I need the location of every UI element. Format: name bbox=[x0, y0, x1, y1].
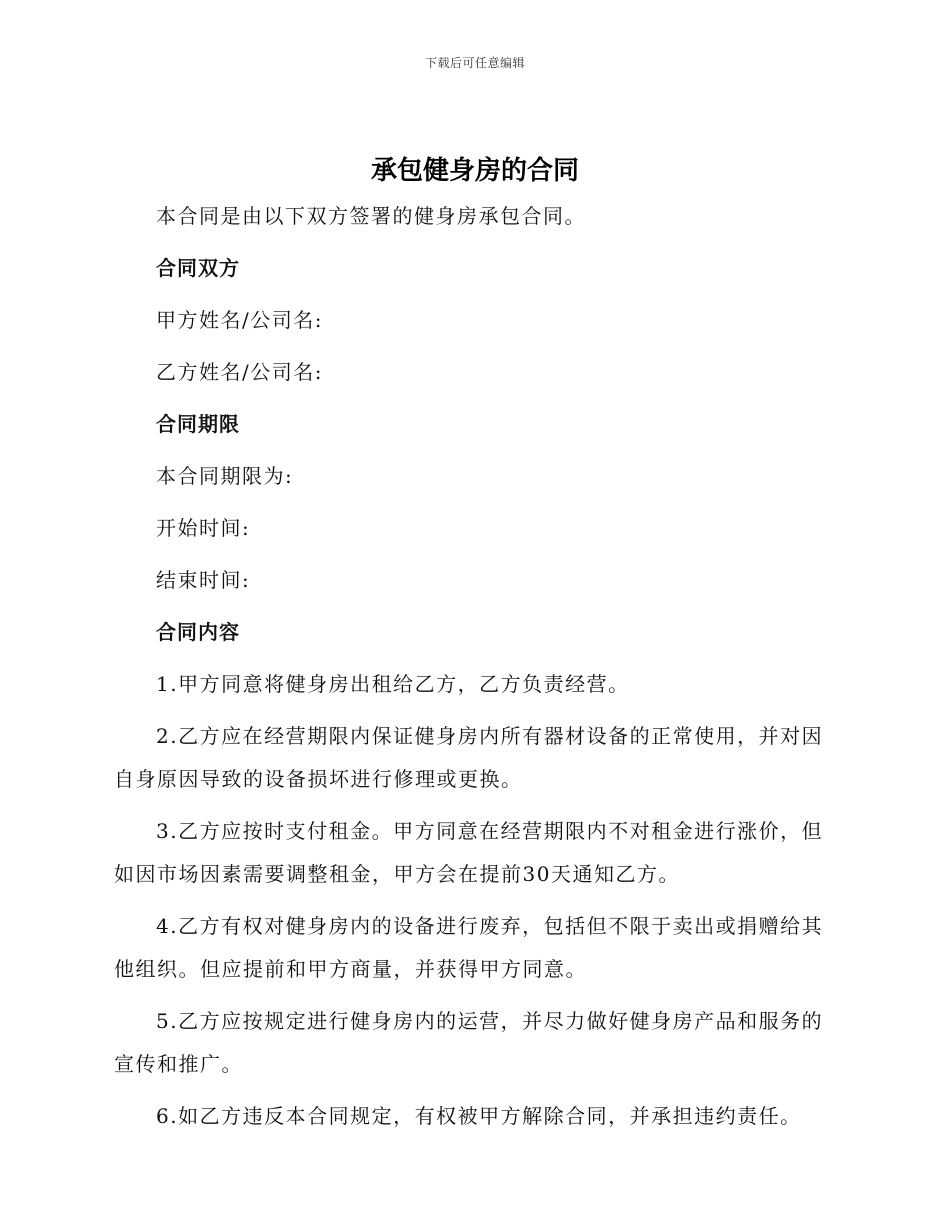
section-heading-term: 合同期限 bbox=[156, 412, 240, 436]
content-item-4: 4.乙方有权对健身房内的设备进行废弃，包括但不限于卖出或捐赠给其他组织。但应提前和甲方商量，并获得甲方同意。 bbox=[114, 914, 824, 981]
content-item-1: 1.甲方同意将健身房出租给乙方，乙方负责经营。 bbox=[156, 672, 630, 696]
header-note: 下载后可任意编辑 bbox=[424, 56, 525, 70]
party-b-line: 乙方姓名/公司名: bbox=[156, 360, 323, 384]
term-end-line: 结束时间: bbox=[156, 568, 251, 592]
document-body bbox=[114, 195, 826, 1147]
document-title: 承包健身房的合同 bbox=[370, 156, 579, 186]
party-a-line: 甲方姓名/公司名: bbox=[156, 308, 323, 332]
content-item-3: 3.乙方应按时支付租金。甲方同意在经营期限内不对租金进行涨价，但如因市场因素需要调整租金，甲方会在提前30天通知乙方。 bbox=[114, 819, 824, 886]
term-start-line: 开始时间: bbox=[156, 516, 251, 540]
section-heading-content: 合同内容 bbox=[156, 620, 240, 644]
section-heading-parties: 合同双方 bbox=[156, 256, 240, 280]
content-item-2: 2.乙方应在经营期限内保证健身房内所有器材设备的正常使用，并对因自身原因导致的设备损坏进行修理或更换。 bbox=[114, 724, 824, 791]
content-item-5: 5.乙方应按规定进行健身房内的运营，并尽力做好健身房产品和服务的宣传和推广。 bbox=[114, 1009, 824, 1076]
intro-paragraph: 本合同是由以下双方签署的健身房承包合同。 bbox=[156, 204, 586, 228]
content-item-6: 6.如乙方违反本合同规定，有权被甲方解除合同，并承担违约责任。 bbox=[156, 1104, 802, 1128]
term-duration-line: 本合同期限为: bbox=[156, 464, 294, 488]
